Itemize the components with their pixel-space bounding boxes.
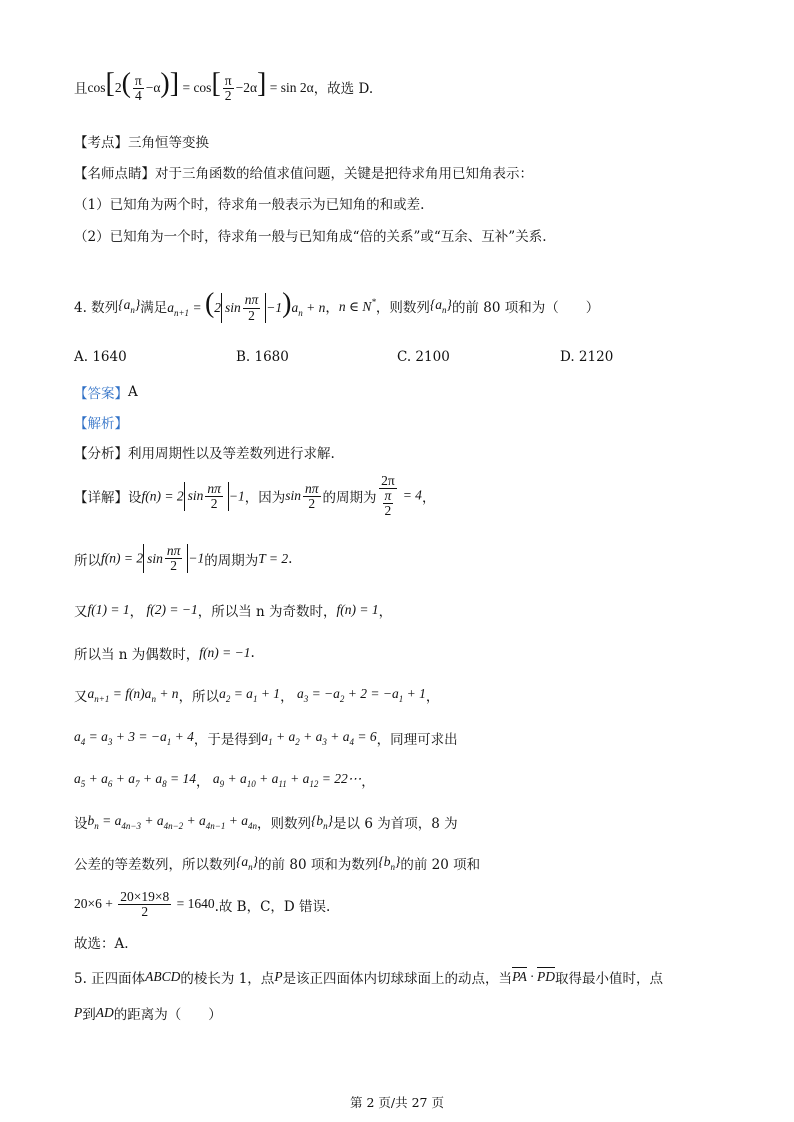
text: 的周期为 xyxy=(322,490,377,507)
question-5-line-1 xyxy=(74,967,663,987)
question-5-line-2 xyxy=(74,1003,222,1023)
text: 又 xyxy=(74,604,88,620)
formula: $a_4 = a_3 + 3 = -a_1 + 4$ xyxy=(74,729,194,747)
kaodian: 【考点】三角恒等变换 xyxy=(74,135,209,151)
text: ，所以当 n 为奇数时， xyxy=(197,604,337,620)
text: 的距离为（ ） xyxy=(113,1007,222,1023)
detail-line-1: 【详解】设 f(n) = 2 sin $\frac{n\pi}{2}$ −1 ，因为 sin $\frac{n\pi}{2}$ 的周期为 $\frac{2\pi}{\frac{\pi}{2}}$ = 4 ， xyxy=(74,473,436,519)
formula: f(n) = 2 sin $\frac{n\pi}{2}$ −1 xyxy=(141,480,245,511)
formula: $\{a_n\}$ xyxy=(429,297,452,316)
text: ，则数列 xyxy=(256,816,311,832)
question-4 xyxy=(74,290,599,323)
text: ，因为 xyxy=(244,490,286,507)
text: .故 B，C，D 错误. xyxy=(214,898,331,915)
option-d: D. 2120 xyxy=(560,349,614,365)
formula: f(2) = −1 xyxy=(143,602,198,617)
formula: f(n) = −1 xyxy=(199,645,251,660)
guxuan: 故选：A. xyxy=(74,936,129,952)
option-a: A. 1640 xyxy=(74,349,127,365)
text: 的棱长为 1，点 xyxy=(180,971,275,987)
detail-line-9 xyxy=(74,853,480,873)
formula: AD xyxy=(95,1005,114,1020)
formula: $a_1 + a_2 + a_3 + a_4 = 6$ xyxy=(261,729,377,747)
text: 5. 正四面体 xyxy=(74,971,146,987)
formula: f(1) = 1 xyxy=(87,602,130,617)
formula: 20×6 + $\frac{20\times 19\times 8}{2}$ = 1640 xyxy=(74,889,215,920)
formula: $\{b_n\}$ xyxy=(378,854,401,872)
formula: n ∈ N* xyxy=(338,297,376,315)
fenxi: 【分析】利用周期性以及等差数列进行求解. xyxy=(74,446,335,462)
text: 所以 xyxy=(74,552,101,569)
formula: $a_3 = -a_2 + 2 = -a_1 + 1$ xyxy=(293,686,426,704)
text: ，所以 xyxy=(178,689,220,705)
text: 的前 80 项和为数列 xyxy=(258,857,379,873)
detail-line-10 xyxy=(74,890,330,919)
formula: $\frac{2\pi}{\frac{\pi}{2}}$ = 4 xyxy=(381,473,422,519)
formula: $\{b_n\}$ xyxy=(310,813,334,831)
detail-line-6: $a_4 = a_3 + 3 = -a_1 + 4$ ， 于是得到 $a_1 + a_2 + a_3 + a_4 = 6$ ，同理可求出 xyxy=(74,729,458,748)
formula: $a_9 + a_{10} + a_{11} + a_{12}$ = 22⋯ xyxy=(209,771,362,789)
text: 取得最小值时，点 xyxy=(554,971,663,987)
formula: P xyxy=(274,969,283,984)
formula: ABCD xyxy=(145,969,181,984)
point-1: （1）已知角为两个时，待求角一般表示为已知角的和或差. xyxy=(74,197,425,213)
formula: $b_n = a_{4n-3} + a_{4n-2} + a_{4n-1} + a_{4n}$ xyxy=(87,813,257,831)
detail-line-5: 又 $a_{n+1} = f(n)a_n + n$ ，所以 $a_2 = a_1 + 1$ ， $a_3 = -a_2 + 2 = -a_1 + 1$ ， xyxy=(74,686,440,705)
jiexi: 【解析】 xyxy=(74,416,128,432)
text: 的前 80 项和为（ ） xyxy=(451,300,600,317)
text: 于是得到 xyxy=(207,732,262,748)
detail-line-8 xyxy=(74,812,458,832)
text: 所以当 n 为偶数时， xyxy=(74,647,200,663)
text: 的周期为 xyxy=(204,552,259,569)
detail-line-7: $a_5 + a_6 + a_7 + a_8 = 14$ ， $a_9 + a_{10} + a_{11} + a_{12}$ = 22⋯ ， xyxy=(74,771,375,790)
text: 又 xyxy=(74,689,88,705)
formula: P xyxy=(74,1005,83,1020)
mingshi: 【名师点睛】对于三角函数的给值求值问题，关键是把待求角用已知角表示： xyxy=(74,166,533,182)
text: 的前 20 项和 xyxy=(400,857,481,873)
detail-line-2: 所以 f(n) = 2 sin $\frac{n\pi}{2}$ −1 的周期为 T = 2 . xyxy=(74,543,293,574)
formula: $a_{n+1} = f(n)a_n + n$ xyxy=(87,686,179,704)
formula: T = 2 xyxy=(258,550,289,566)
formula: $a_2 = a_1 + 1$ xyxy=(219,686,281,704)
text: 是该正四面体内切球球面上的动点，当 xyxy=(282,971,513,987)
answer xyxy=(74,382,138,402)
point-2: （2）已知角为一个时，待求角一般与已知角成“倍的关系”或“互余、互补”关系. xyxy=(74,229,547,245)
formula: f(n) = 1 xyxy=(336,602,379,617)
formula: PA · PD xyxy=(512,969,555,984)
text: 【详解】设 xyxy=(74,490,142,507)
page-footer: 第 2 页/共 27 页 xyxy=(350,1095,444,1110)
text: ， xyxy=(325,300,339,317)
formula: $a_5 + a_6 + a_7 + a_8 = 14$ xyxy=(74,771,196,789)
option-b: B. 1680 xyxy=(236,349,289,365)
text: 到 xyxy=(82,1007,96,1023)
formula: cos[2( $\frac{\pi}{4}$ −α)] = cos[ $\frac{\pi}{2}$ −2α] = sin 2α xyxy=(87,68,314,104)
formula: f(n) = 2 sin $\frac{n\pi}{2}$ −1 xyxy=(101,543,205,574)
text: 设 xyxy=(74,816,88,832)
text: 满足 xyxy=(140,300,168,317)
option-c: C. 2100 xyxy=(397,349,450,365)
answer-label: 【答案】 xyxy=(74,386,128,402)
text: ，则数列 xyxy=(375,300,430,317)
formula: $a_{n+1} = (2$ sin $\frac{n\pi}{2}$ $-1)a_n + n$ xyxy=(167,288,326,323)
text: 且 xyxy=(74,80,88,97)
text: ，故选 D. xyxy=(313,80,374,97)
answer-value: A xyxy=(128,384,138,400)
formula: $\{a_n\}$ xyxy=(118,297,141,316)
formula: sin $\frac{n\pi}{2}$ xyxy=(285,480,319,511)
line-cos-identity xyxy=(74,70,373,104)
detail-line-3: 又 f(1) = 1 ， f(2) = −1 ，所以当 n 为奇数时， f(n) = 1 ， xyxy=(74,602,393,620)
text: ，同理可求出 xyxy=(376,732,458,748)
text: 4. 数列 xyxy=(74,300,119,317)
text: 公差的等差数列，所以数列 xyxy=(74,857,236,873)
text: 是以 6 为首项，8 为 xyxy=(333,816,458,832)
formula: $\{a_n\}$ xyxy=(236,854,259,872)
detail-line-4: 所以当 n 为偶数时， f(n) = −1 . xyxy=(74,645,255,663)
